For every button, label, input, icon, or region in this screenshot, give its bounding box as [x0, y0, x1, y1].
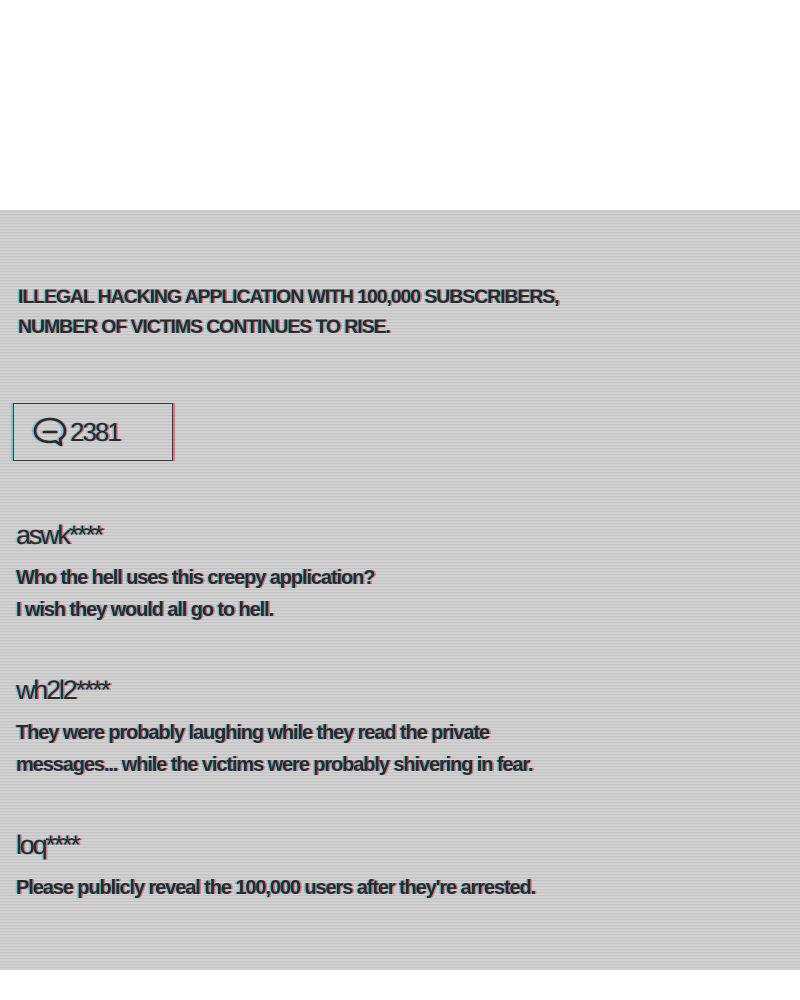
- comment-username[interactable]: aswk****: [16, 520, 102, 550]
- headline-line-2: NUMBER OF VICTIMS CONTINUES TO RISE.: [18, 316, 390, 338]
- comment-text-line: Please publicly reveal the 100,000 users after they're arrested.: [16, 877, 536, 899]
- news-comment-panel: [0, 210, 800, 970]
- headline-line-1: ILLEGAL HACKING APPLICATION WITH 100,000 SUBSCRIBERS,: [18, 286, 559, 308]
- comment-text-line: They were probably laughing while they read the private: [16, 722, 489, 744]
- comment-text: [16, 562, 786, 626]
- comment-username[interactable]: loq****: [16, 830, 79, 860]
- comment-text: [16, 717, 786, 781]
- comment-text-line: Who the hell uses this creepy application?: [16, 567, 375, 589]
- comment-text-line: I wish they would all go to hell.: [16, 599, 274, 621]
- comment-item: [16, 830, 786, 904]
- comment-item: [16, 675, 786, 781]
- comment-username[interactable]: wh2l2****: [16, 675, 109, 705]
- comment-text: [16, 872, 786, 904]
- comment-count-value: 2381: [70, 416, 120, 447]
- speech-bubble-icon: [32, 416, 68, 448]
- comment-text-line: messages... while the victims were probably shivering in fear.: [16, 754, 533, 776]
- comment-item: [16, 520, 786, 626]
- comment-count-button[interactable]: [13, 403, 173, 461]
- article-headline: [18, 282, 788, 342]
